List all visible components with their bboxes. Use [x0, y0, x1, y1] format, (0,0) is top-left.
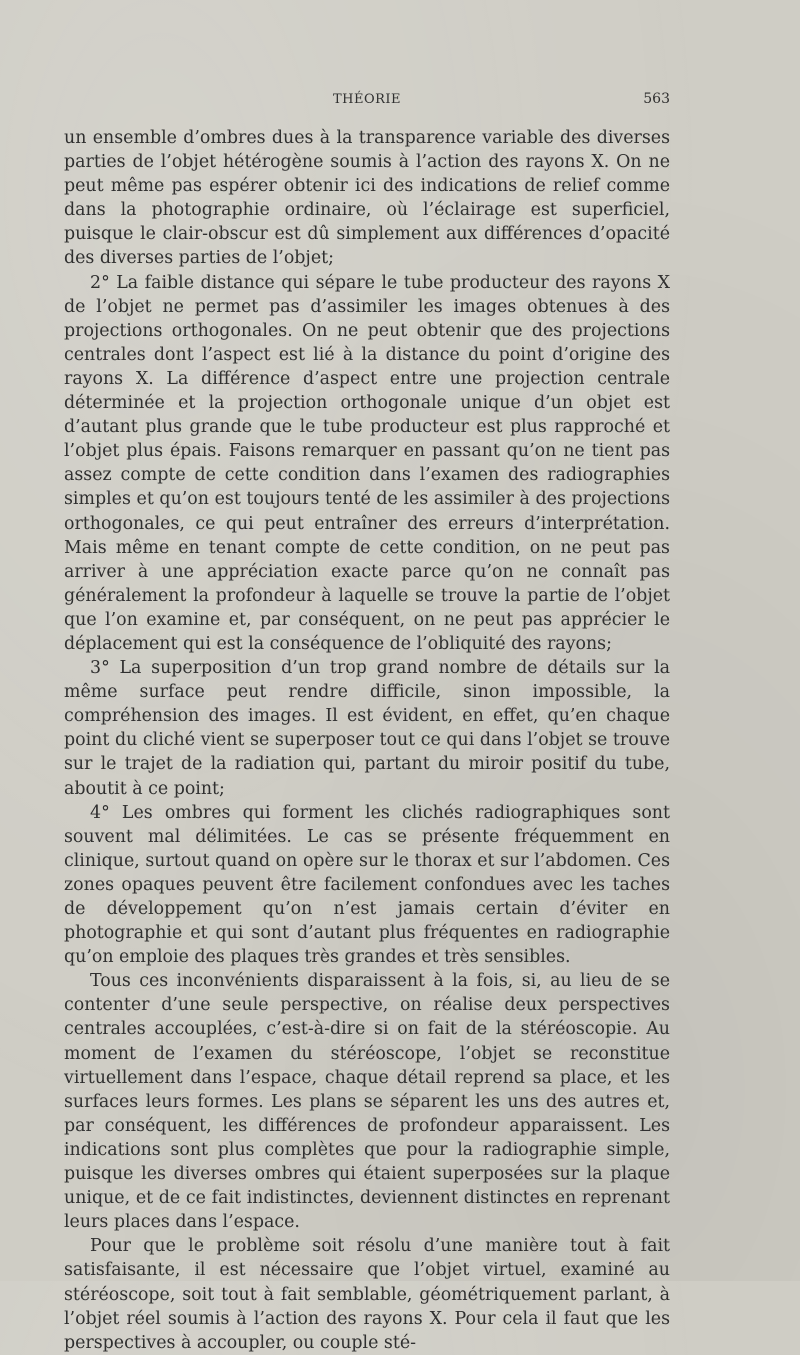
body-text	[64, 126, 670, 1355]
paragraph-point-3: 3° La superposition d’un trop grand nombre de détails sur la même surface peut rendre difficile, sinon impossible, la compréhension des images. Il est évident, en effet, qu’en chaque point du cliché vient se superposer tout ce qui dans l’objet se trouve sur le trajet de la radiation qui, partant du miroir positif du tube, aboutit à ce point;	[64, 658, 670, 799]
page-header	[64, 90, 670, 112]
page-number: 563	[643, 91, 670, 107]
paragraph-stereoscopy: Tous ces inconvénients disparaissent à la fois, si, au lieu de se contenter d’une seule perspective, on réalise deux perspectives centrales accouplées, c’est-à-dire si on fait de la stéréoscopie. Au moment de l’examen du stéréoscope, l’objet se reconstitue virtuellement dans l’espace, chaque détail reprend sa place, et les surfaces leurs formes. Les plans se séparent les uns des autres et, par conséquent, les différences de profondeur apparaissent. Les indications sont plus complètes que pour la radiographie simple, puisque les diverses ombres qui étaient superposées sur la plaque unique, et de ce fait indistinctes, deviennent distinctes en reprenant leurs places dans l’espace.	[64, 971, 670, 1233]
paragraph-point-4: 4° Les ombres qui forment les clichés radiographiques sont souvent mal délimitées. Le cas se présente fréquemment en clinique, surtout quand on opère sur le thorax et sur l’abdomen. Ces zones opaques peuvent être facilement confondues avec les taches de développement qu’on n’est jamais certain d’éviter en photographie et qui sont d’autant plus fréquentes en radiographie qu’on emploie des plaques très grandes et très sensibles.	[64, 802, 670, 968]
paragraph-conditions: Pour que le problème soit résolu d’une manière tout à fait satisfaisante, il est nécessaire que l’objet virtuel, examiné au stéréoscope, soit tout à fait semblable, géométriquement parlant, à l’objet réel soumis à l’action des rayons X. Pour cela il faut que les perspectives à accoupler, ou couple sté-	[64, 1236, 670, 1353]
paragraph-point-2: 2° La faible distance qui sépare le tube producteur des rayons X de l’objet ne permet pas d’assimiler les images obtenues à des projections orthogonales. On ne peut obtenir que des projections centrales dont l’aspect est lié à la distance du point d’origine des rayons X. La différence d’aspect entre une projection centrale déterminée et la projection orthogonale unique d’un objet est d’autant plus grande que le tube producteur est plus rapproché et l’objet plus épais. Faisons remarquer en passant qu’on ne tient pas assez compte de cette condition dans l’examen des radiographies simples et qu’on est toujours tenté de les assimiler à des projections orthogonales, ce qui peut entraîner des erreurs d’interprétation. Mais même en tenant compte de cette condition, on ne peut pas arriver à une appréciation exacte parce qu’on ne connaît pas généralement la profondeur à laquelle se trouve la partie de l’objet que l’on examine et, par conséquent, on ne peut pas apprécier le déplacement qui est la conséquence de l’obliquité des rayons;	[64, 272, 670, 654]
running-title: THÉORIE	[332, 92, 402, 107]
paragraph-intro: un ensemble d’ombres dues à la transparence variable des diverses parties de l’objet hétérogène soumis à l’action des rayons X. On ne peut même pas espérer obtenir ici des indications de relief comme dans la photographie ordinaire, où l’éclairage est superficiel, puisque le clair-obscur est dû simplement aux différences d’opacité des diverses parties de l’objet;	[64, 128, 670, 269]
